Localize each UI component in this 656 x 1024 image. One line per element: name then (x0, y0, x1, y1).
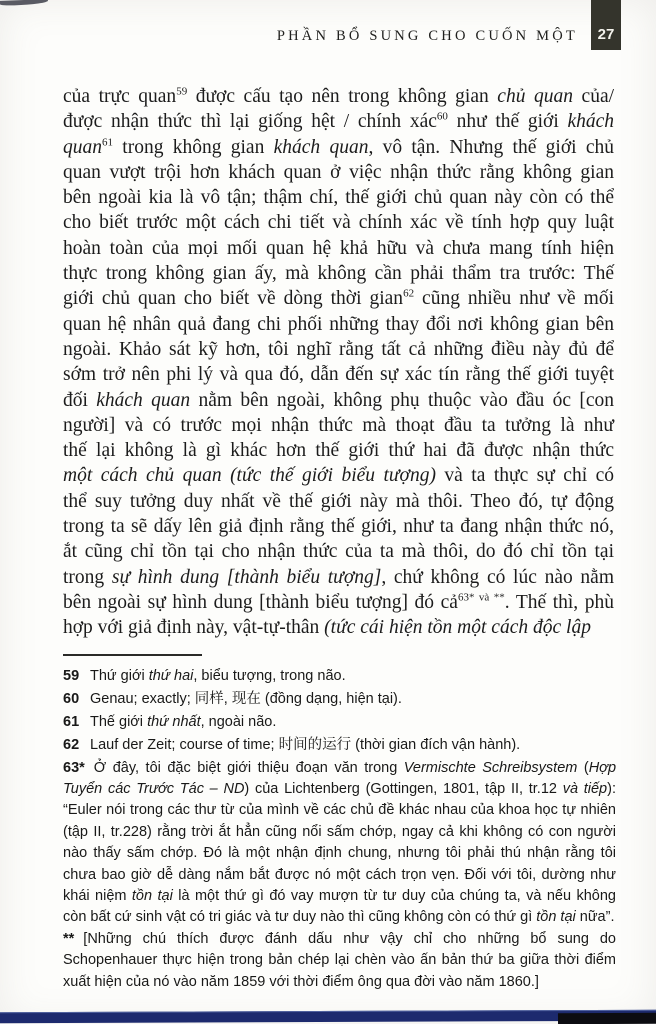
text-run: bên ngoài sự hình dung [thành biểu tượng] đó cả (63, 591, 458, 613)
text-run: Lauf der Zeit; course of time; 时间的运行 (thời gian đích vận hành). (90, 736, 521, 753)
text-run: ( (577, 759, 589, 776)
text-run: ắt cũng chỉ tồn tại cho nhận thức của ta mà thôi, do đó chỉ tồn tại (63, 541, 614, 563)
body-text-line (63, 362, 614, 387)
page-number: 27 (597, 26, 615, 43)
text-run: , ngoài não. (200, 713, 277, 730)
body-text-line (63, 438, 614, 463)
text-run: nữa”. (575, 909, 615, 926)
body-text-line (63, 590, 614, 615)
footnote-marker: 63* (63, 759, 85, 776)
text-run: Ở đây, tôi đặc biệt giới thiệu đoạn văn trong (93, 759, 404, 776)
body-text-line (63, 84, 614, 109)
footnote-marker: 59 (63, 668, 80, 684)
text-run: trong không gian (113, 136, 274, 158)
body-text (63, 84, 614, 641)
footnote-reference: 63* và ** (457, 591, 505, 604)
body-text-line (63, 489, 614, 514)
text-run: nằm bên ngoài, không phụ thuộc vào đầu óc [con (190, 389, 614, 411)
body-text-line (63, 337, 614, 362)
text-run: Hợp Tuyển các Trước Tác – ND (63, 759, 617, 798)
text-run: thế lại không là gì khác hơn thế giới thứ hai đã được nhận thức (63, 440, 614, 462)
text-run: thứ hai (148, 668, 194, 684)
text-run: hoàn toàn của mọi mối quan hệ khả hữu và chưa mang tính hiện (63, 237, 614, 259)
text-run: ngoài. Khảo sát kỹ hơn, tôi nghĩ rằng tất cả những điều này đủ để (63, 338, 614, 360)
page-number-tab (591, 0, 621, 50)
text-run: thực trong không gian ấy, mà không cần phải thẩm tra trước: Thế (63, 263, 614, 285)
text-run: , biểu tượng, trong não. (193, 668, 346, 684)
text-run: Thế giới (90, 713, 148, 730)
body-text-line (63, 185, 614, 210)
text-run: (tức cái hiện tồn một cách độc lập (324, 617, 591, 639)
text-run: chủ quan (497, 86, 573, 107)
body-text-line (63, 261, 614, 286)
body-text-line (63, 463, 614, 488)
text-run: quan (63, 136, 102, 158)
footnote-marker: ** (63, 930, 75, 947)
text-run: sự hình dung [thành biểu tượng] (111, 566, 382, 588)
text-run: một cách chủ quan (tức thế giới biểu tượng) (63, 465, 436, 487)
photo-corner-smudge (0, 0, 48, 6)
text-run: [Những chú thích được đánh dấu như vậy chỉ cho những bổ sung do Schopenhauer thực hiện trong bản chép lại chèn vào ấn bản thứ ba giữa thời điểm xuất hiện của nó vào năm 1859 với thời điểm ông qua đời vào năm 1860.] (63, 930, 616, 990)
text-run: quan hệ nhân quả đang chi phối những thay đổi nơi không gian bên (63, 313, 614, 335)
text-run: bên ngoài kia là vô tận; thậm chí, thế giới chủ quan này còn có thể (63, 187, 614, 209)
text-run: đối (63, 389, 97, 411)
footnote-starstar (63, 929, 616, 993)
footnote-text (90, 691, 402, 707)
footnote-reference: 62 (403, 287, 415, 300)
body-text-line (63, 615, 614, 640)
footnote-text (63, 931, 616, 990)
text-run: quan vượt trội hơn khách quan ở việc nhận thức rằng không gian (63, 161, 614, 183)
text-run: và ta thực sự chỉ có (435, 465, 614, 487)
footnote-63star (63, 758, 616, 929)
footnote-marker: 61 (63, 713, 80, 730)
text-run: của trực quan (63, 86, 177, 107)
text-run: khách (567, 111, 614, 133)
footnote-62 (63, 735, 616, 756)
text-run: Thứ giới (90, 668, 149, 684)
text-run: giới chủ quan cho biết về dòng thời gian (63, 288, 404, 310)
text-run: và tiếp (562, 781, 608, 798)
body-text-line (63, 109, 614, 134)
body-text-line (63, 514, 614, 539)
text-run: hợp với giả định này, vật-tự-thân (63, 617, 325, 639)
text-run: trong ta sẽ dấy lên giả định rằng thế giới, như ta đang nhận thức nó, (63, 516, 614, 538)
footnote-reference: 59 (176, 85, 188, 98)
footnote-reference: 60 (436, 110, 448, 123)
text-run: . Thế thì, phù (504, 591, 614, 613)
running-header-title: PHẦN BỔ SUNG CHO CUỐN MỘT (276, 28, 578, 44)
text-run: , vô tận. Nhưng thế giới chủ (368, 136, 614, 158)
body-text-line (63, 236, 614, 261)
text-run: cũng nhiều như về mối (414, 288, 614, 310)
text-run: Vermischte Schreibsystem (403, 759, 578, 776)
text-run: ): “Euler nói trong các thư từ của mình về các chủ đề khác nhau của khoa học tự nhiên (tập II, tr.228) rằng trời ắt hẳn cũng nổi sấm chớp, ngay cả khi không có con người nào thấy sấm chớp. Đó là một nhận định chung, nhưng tôi phải thú nhận rằng tôi chưa bao giờ dễ dàng nắm bắt được nó một cách trọn vẹn. Đối với tôi, dường như khái niệm (63, 781, 616, 905)
body-text-line (63, 539, 614, 564)
text-run: cho biết trước một cách chi tiết và chính xác về tính hợp quy luật (63, 212, 614, 234)
text-run: tồn tại (536, 909, 576, 926)
text-run: là một thứ gì đó vay mượn từ tư duy của chúng ta, và nếu không còn bất cứ sinh vật có tri giác và tư duy nào thì cũng không còn có thứ gì (63, 888, 616, 926)
footnote-60 (63, 689, 616, 710)
body-text-line (63, 286, 614, 311)
body-text-line (63, 210, 614, 235)
text-run: người] và có trước mọi nhận thức mà thoạt đầu ta tưởng là như (63, 414, 614, 436)
footnote-separator-rule (63, 654, 202, 656)
footnote-text (90, 668, 346, 684)
body-text-line (63, 312, 614, 337)
footnote-61 (63, 712, 616, 733)
text-run: khách quan (273, 136, 369, 158)
text-run: được cấu tạo nên trong không gian (187, 86, 498, 107)
footnote-59 (63, 666, 616, 687)
text-run: của/ (573, 86, 615, 107)
body-text-line (63, 388, 614, 413)
footnote-text (90, 714, 276, 730)
text-run: khách quan (96, 389, 191, 411)
body-text-line (63, 160, 614, 185)
body-text-line (63, 135, 614, 160)
body-text-line (63, 565, 614, 590)
footnotes (63, 666, 616, 993)
text-run: , chứ không có lúc nào nằm (381, 566, 614, 588)
text-run: trong (63, 566, 112, 588)
footnote-reference: 61 (102, 136, 113, 149)
text-run: thể suy tưởng duy nhất về thế giới này mà thôi. Theo đó, tự động (63, 490, 614, 512)
text-run: như thế giới (447, 111, 568, 133)
text-run: được nhận thức thì lại giống hệt / chính xác (63, 111, 437, 133)
text-run: ) của Lichtenberg (Gottingen, 1801, tập II, tr.12 (244, 781, 563, 798)
footnote-marker: 60 (63, 690, 80, 707)
text-run: thứ nhất (147, 713, 201, 730)
text-run: Genau; exactly; 同样, 现在 (đồng dạng, hiện tại). (90, 690, 402, 707)
text-run: sớm trở nên phi lý và qua đó, dẫn đến sự xác tín rằng thế giới tuyệt (63, 364, 614, 386)
footnote-text (90, 737, 520, 753)
body-text-line (63, 413, 614, 438)
footnote-marker: 62 (63, 736, 80, 753)
book-edge-shadow (558, 1013, 656, 1024)
footnote-text (63, 760, 616, 926)
text-run: tồn tại (131, 888, 173, 905)
